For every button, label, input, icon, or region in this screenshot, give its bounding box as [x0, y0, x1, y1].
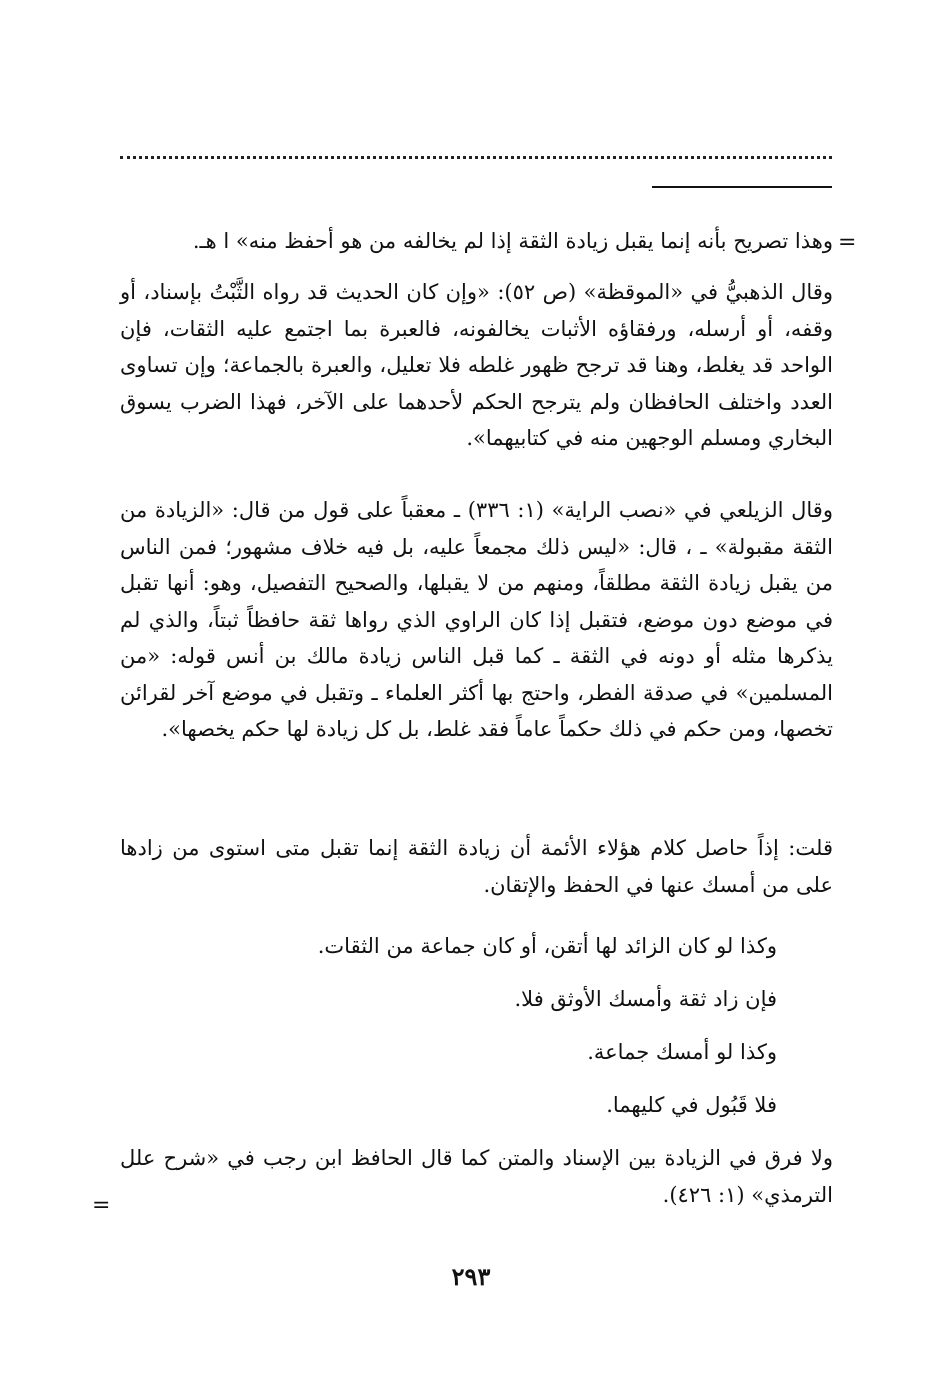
short-line: وكذا لو أمسك جماعة. [587, 1040, 777, 1064]
short-line: فلا قَبُول في كليهما. [606, 1093, 777, 1117]
paragraph-zaylai: وقال الزيلعي في «نصب الراية» (١: ٣٣٦) ـ معقباً على قول من قال: «الزيادة من الثقة مقبولة» ـ ، قال: «ليس ذلك مجمعاً عليه، بل فيه خلاف مشهور؛ فمن الناس من يقبل زيادة الثقة مطلقاً، ومنهم من لا يقبلها، والصحيح التفصيل، وهو: أنها تقبل في موضع دون موضع، فتقبل إذا كان الراوي الذي رواها ثقة حافظاً ثبتاً، والذي لم يذكرها مثله أو دونه في الثقة ـ كما قبل الناس زيادة مالك بن أنس قوله: «من المسلمين» في صدقة الفطر، واحتج بها أكثر العلماء ـ وتقبل في موضع آخر لقرائن تخصها، ومن حكم في ذلك حكماً عاماً فقد غلط، بل كل زيادة لها حكم يخصها». [120, 498, 833, 741]
dotted-separator [120, 156, 832, 159]
page-number: ٢٩٣ [451, 1262, 491, 1291]
paragraph-ibn-rajab: ولا فرق في الزيادة بين الإسناد والمتن كما قال الحافظ ابن رجب في «شرح علل الترمذي» (١: ٤٢٦). [120, 1146, 833, 1207]
continuation-marker-top: = [838, 230, 857, 255]
short-line: وكذا لو كان الزائد لها أتقن، أو كان جماعة من الثقات. [317, 934, 777, 958]
continuation-marker-bottom: = [92, 1193, 111, 1218]
paragraph-dhahabi: وقال الذهبيُّ في «الموقظة» (ص ٥٢): «وإن كان الحديث قد رواه الثَّبْتُ بإسناد، أو وقفه، أو أرسله، ورفقاؤه الأثبات يخالفونه، فالعبرة بما اجتمع عليه الثقات، فإن الواحد قد يغلط، وهنا قد ترجح ظهور غلطه فلا تعليل، والعبرة بالجماعة؛ وإن تساوى العدد واختلف الحافظان ولم يترجح الحكم لأحدهما على الآخر، فهذا الضرب يسوق البخاري ومسلم الوجهين منه في كتابيهما». [120, 280, 833, 450]
short-line: فإن زاد ثقة وأمسك الأوثق فلا. [514, 987, 777, 1011]
footnote-rule [652, 186, 832, 188]
continued-line: وهذا تصريح بأنه إنما يقبل زيادة الثقة إذا لم يخالفه من هو أحفظ منه» ا هـ. [192, 229, 833, 253]
short-lines-list [120, 928, 777, 1140]
paragraph-conclusion: قلت: إذاً حاصل كلام هؤلاء الأئمة أن زيادة الثقة إنما تقبل متى استوى من زادها على من أمسك عنها في الحفظ والإتقان. [120, 836, 833, 897]
